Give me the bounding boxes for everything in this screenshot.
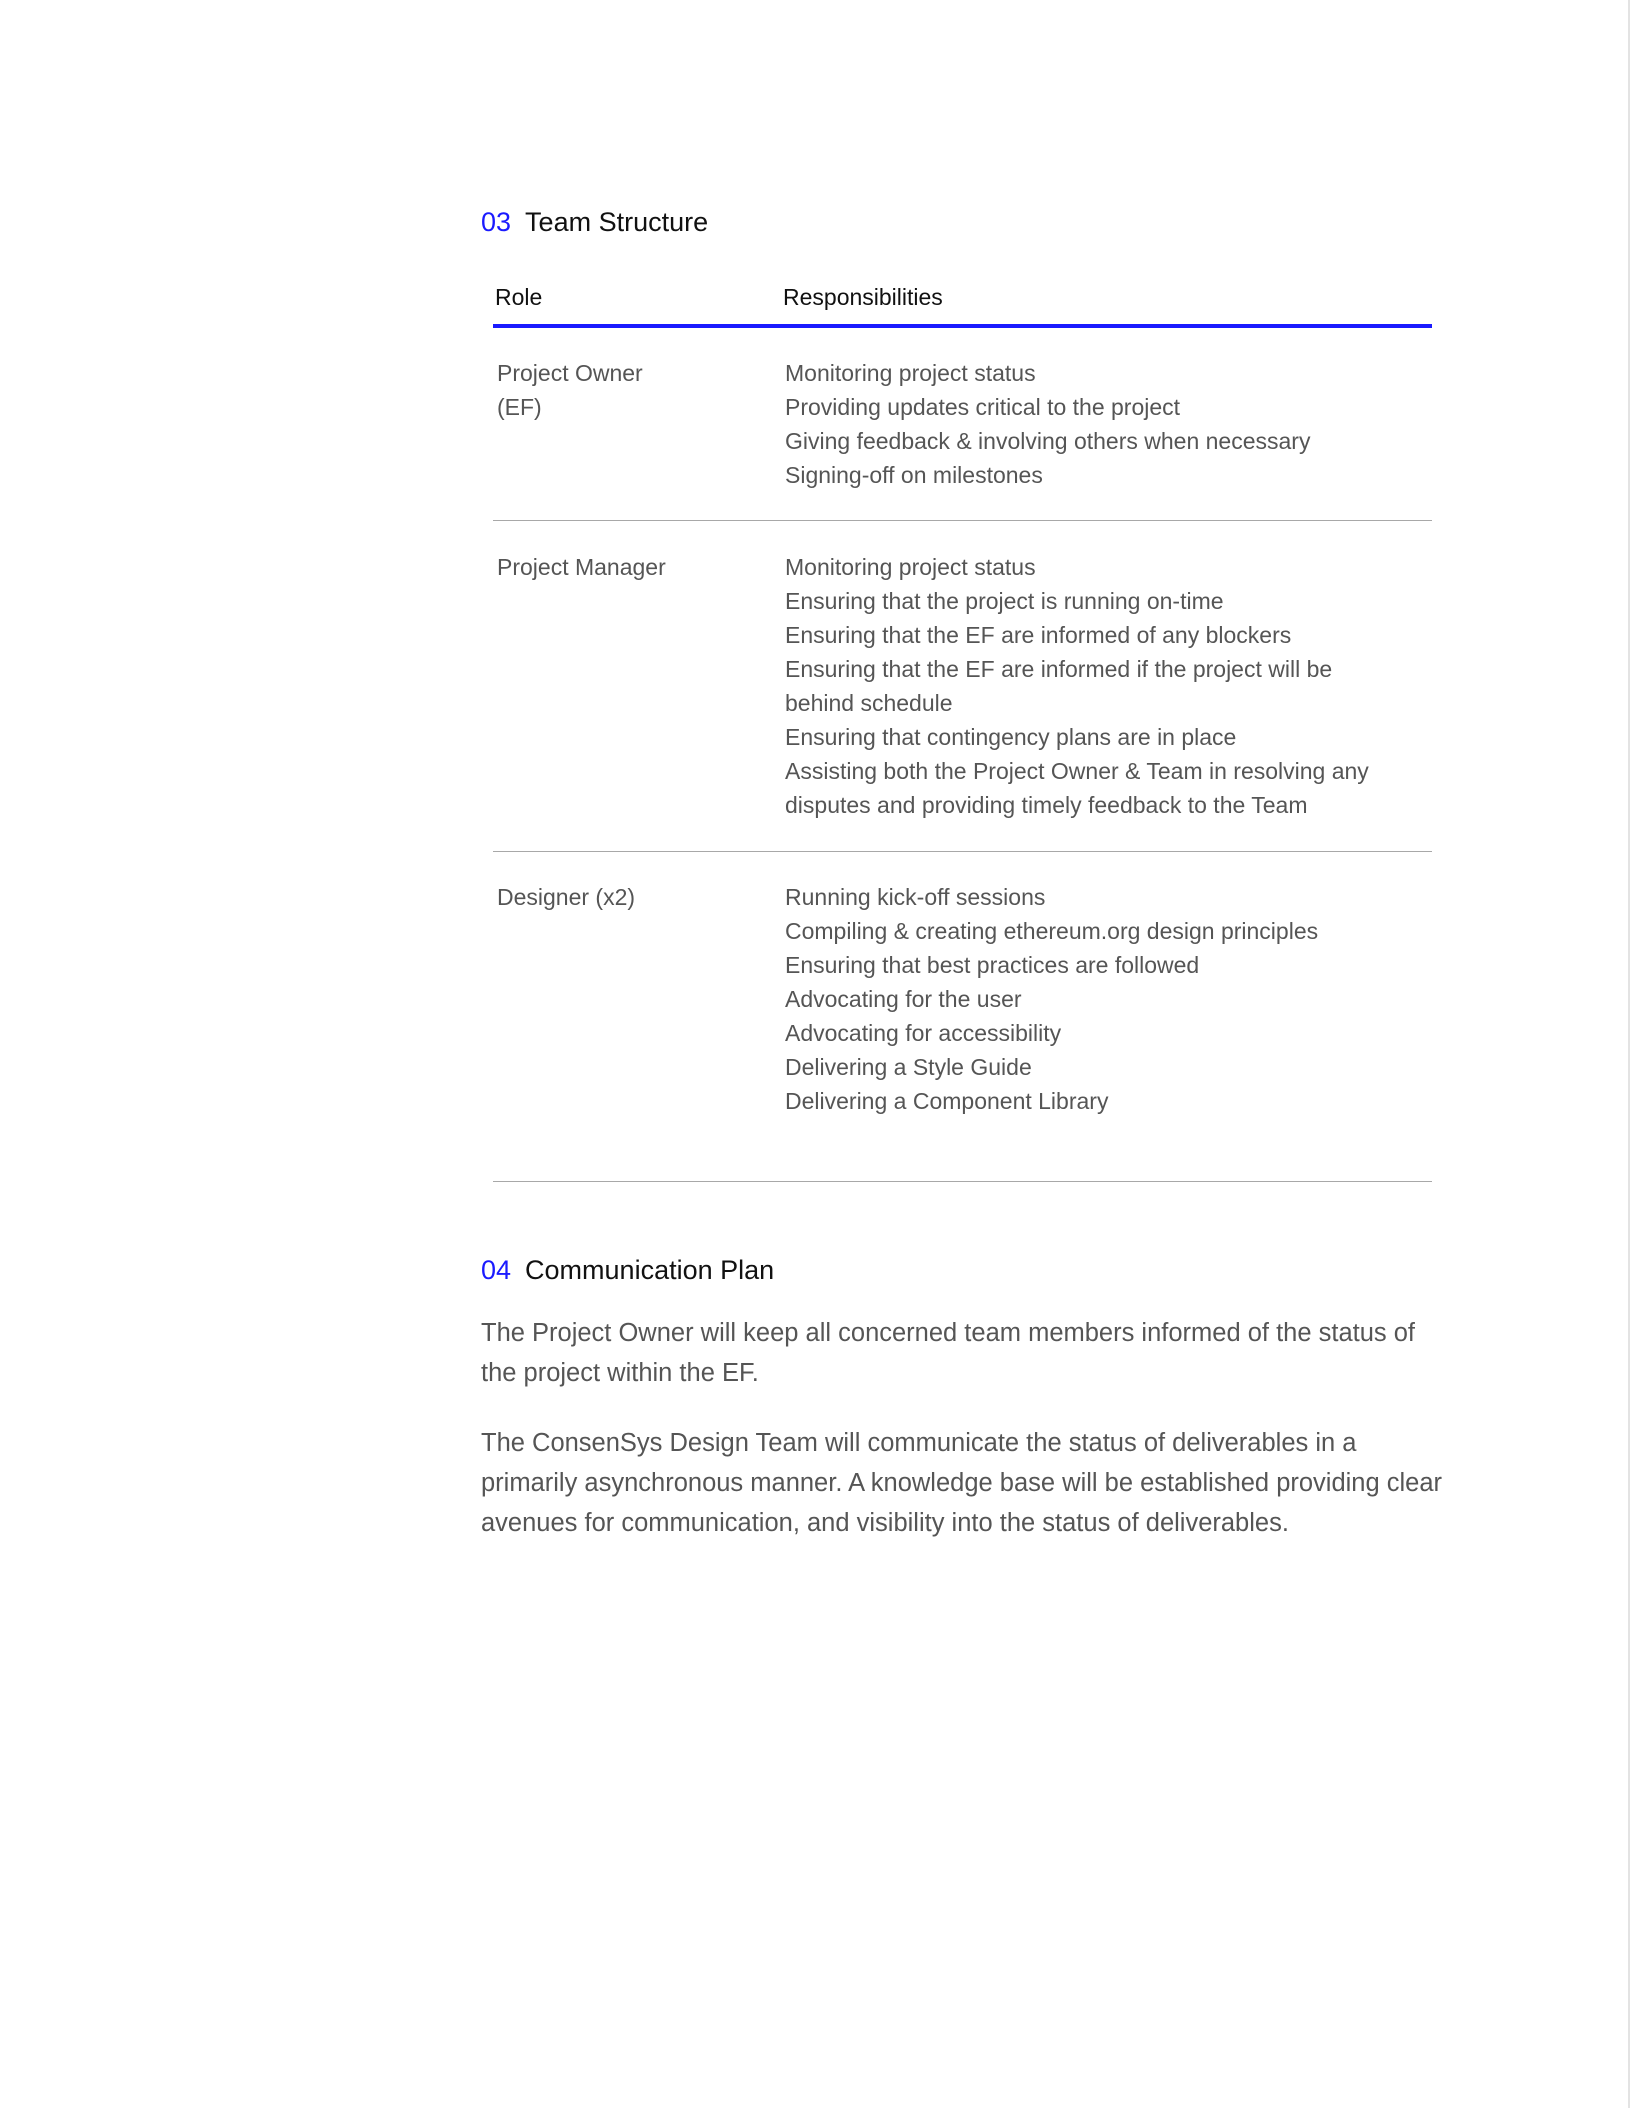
responsibility-item: Ensuring that the project is running on-time — [785, 588, 1224, 614]
section-title: Team Structure — [525, 207, 709, 237]
body-paragraph: The Project Owner will keep all concerned team members informed of the status of the project within the EF. — [481, 1319, 1415, 1387]
section-number: 04 — [481, 1255, 512, 1285]
table-row-role — [497, 356, 767, 424]
table-row-divider — [493, 520, 1432, 521]
responsibility-item: Ensuring that the EF are informed if the project will be behind schedule — [785, 656, 1333, 716]
responsibility-item: Ensuring that best practices are followed — [785, 952, 1200, 978]
table-header-rule — [493, 324, 1432, 328]
table-row-role — [497, 880, 767, 914]
responsibility-item: Delivering a Component Library — [785, 1088, 1109, 1114]
responsibility-item: Advocating for the user — [785, 986, 1022, 1012]
responsibility-item: Monitoring project status — [785, 360, 1036, 386]
column-header-role: Role — [495, 284, 543, 310]
section-title: Communication Plan — [525, 1255, 775, 1285]
responsibility-item: Ensuring that contingency plans are in place — [785, 724, 1237, 750]
responsibility-item: Giving feedback & involving others when necessary — [785, 428, 1311, 454]
responsibility-item: Advocating for accessibility — [785, 1020, 1062, 1046]
responsibility-item: Monitoring project status — [785, 554, 1036, 580]
role-line: (EF) — [497, 394, 542, 420]
responsibility-item: Providing updates critical to the project — [785, 394, 1181, 420]
table-row-role — [497, 550, 767, 584]
responsibility-item: Compiling & creating ethereum.org design principles — [785, 918, 1319, 944]
column-header-responsibilities: Responsibilities — [783, 284, 943, 310]
table-row-responsibilities — [785, 550, 1405, 822]
table-row-divider — [493, 1181, 1432, 1182]
role-line: Designer (x2) — [497, 884, 636, 910]
table-row-divider — [493, 851, 1432, 852]
responsibility-item: Assisting both the Project Owner & Team in resolving any disputes and providing timely feedback to the Team — [785, 758, 1369, 818]
body-paragraph: The ConsenSys Design Team will communicate the status of deliverables in a primarily asynchronous manner. A knowledge base will be established providing clear avenues for communication, and visibility into the status of deliverables. — [481, 1429, 1443, 1537]
role-line: Project Owner — [497, 360, 643, 386]
responsibility-item: Ensuring that the EF are informed of any blockers — [785, 622, 1292, 648]
section-heading-communication-plan — [481, 1252, 774, 1288]
role-line: Project Manager — [497, 554, 666, 580]
table-row-responsibilities — [785, 880, 1405, 1118]
section-number: 03 — [481, 207, 512, 237]
section-heading-team-structure — [481, 204, 708, 240]
responsibility-item: Running kick-off sessions — [785, 884, 1046, 910]
responsibility-item: Delivering a Style Guide — [785, 1054, 1032, 1080]
responsibility-item: Signing-off on milestones — [785, 462, 1043, 488]
table-row-responsibilities — [785, 356, 1405, 492]
